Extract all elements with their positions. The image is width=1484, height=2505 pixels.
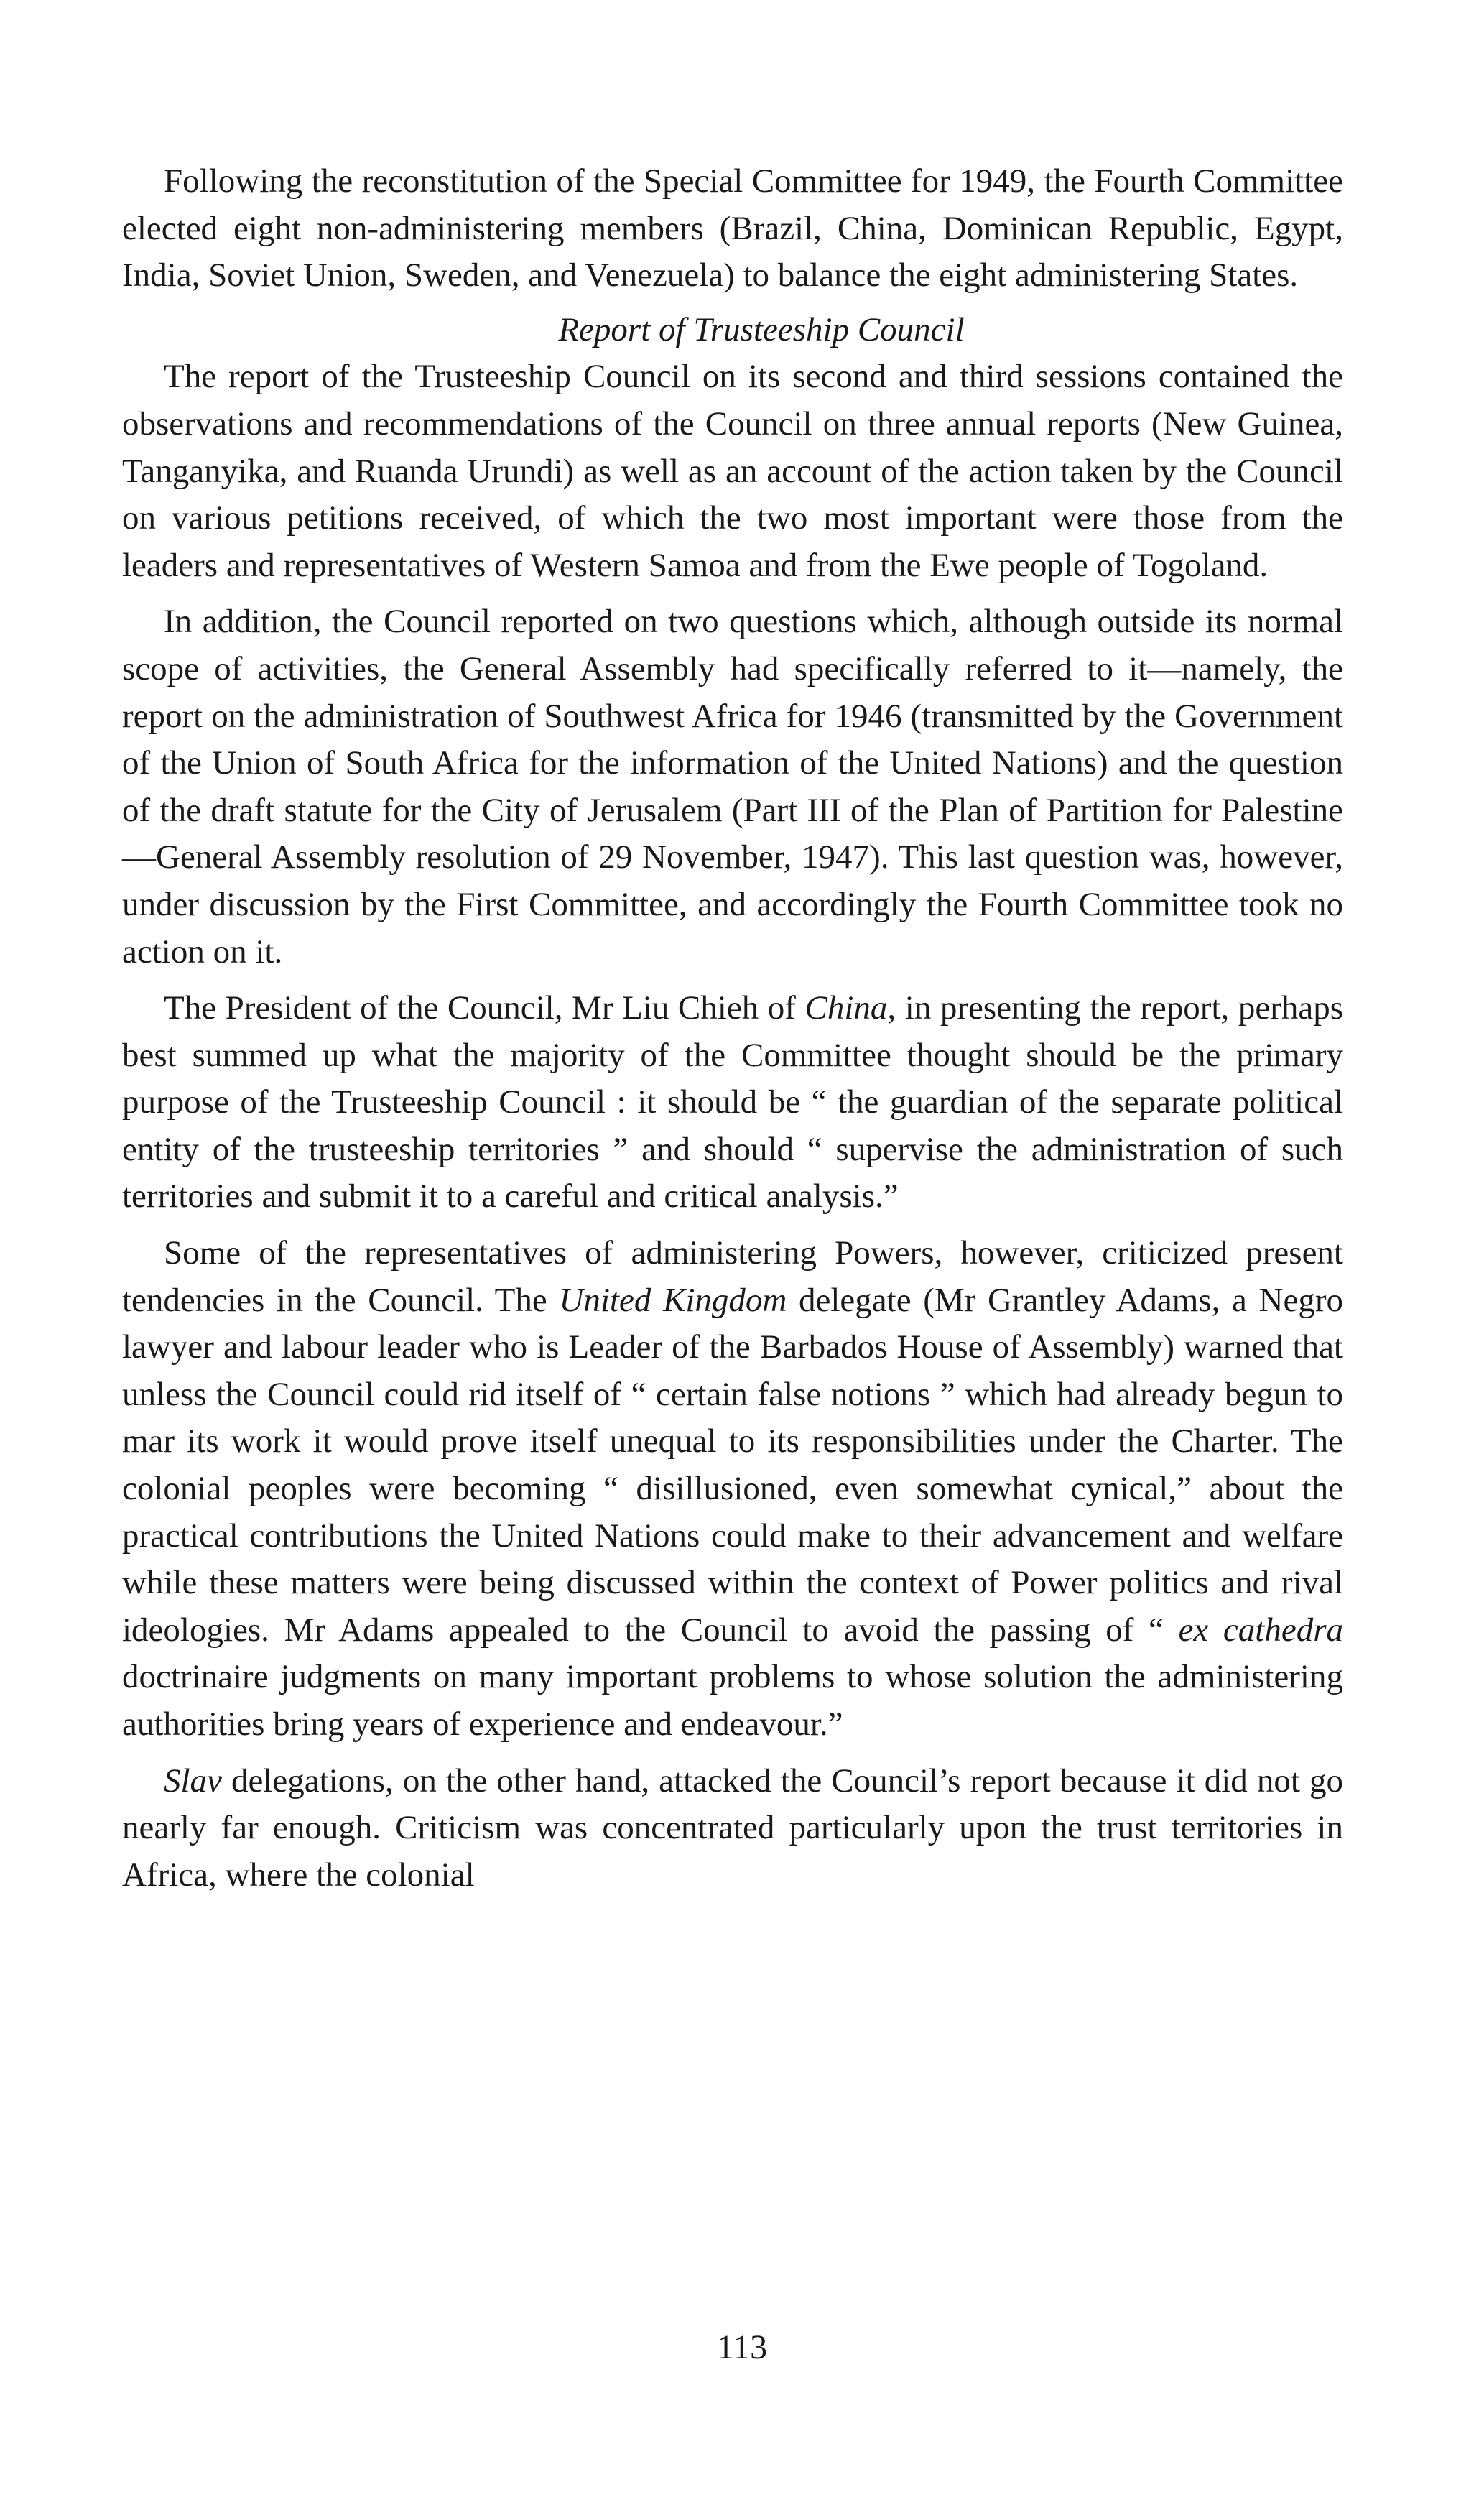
president-text-end: , in presenting the report, perhaps best summed up what the majority of the Committee thought should be the primary purpose of the Trusteeship Council : it should be “ the guardian of the separate political entity of the trusteeship territories ” and should “ supervise the administration of such territories and submit it to a careful and critical analysis.” bbox=[122, 989, 1343, 1216]
term-slav: Slav bbox=[164, 1761, 222, 1800]
page-body bbox=[122, 158, 1343, 1908]
paragraph-administering-powers bbox=[122, 1230, 1343, 1749]
paragraph-trusteeship-report: The report of the Trusteeship Council on its second and third sessions contained the observations and recommendations of the Council on three annual reports (New Guinea, Tanganyika, and Ruanda Urundi) as well as an account of the action taken by the Council on various petitions received, of which the two most important were those from the leaders and representatives of Western Samoa and from the Ewe people of Togoland. bbox=[122, 358, 1343, 584]
president-text-start: The President of the Council, Mr Liu Chieh of bbox=[164, 989, 805, 1027]
paragraph-president-remarks bbox=[122, 985, 1343, 1221]
page-number: 113 bbox=[716, 2328, 768, 2366]
paragraph-special-committee: Following the reconstitution of the Special Committee for 1949, the Fourth Committee elected eight non-administering members (Brazil, China, Dominican Republic, Egypt, India, Soviet Union, Sweden, and Venezuela) to balance the eight administering States. bbox=[122, 162, 1343, 295]
country-china: China bbox=[804, 989, 888, 1027]
slav-text: delegations, on the other hand, attacked the Council’s report because it did not go nearly far enough. Criticism was concentrated particularly upon the trust territories in Africa, where the colonial bbox=[122, 1761, 1343, 1894]
powers-text-middle: delegate (Mr Grantley Adams, a Negro lawyer and labour leader who is Leader of the Barbados House of Assembly) warned that unless the Council could rid itself of “ certain false notions ” which had already begun to mar its work it would prove itself unequal to its responsibilities under the Charter. The colonial peoples were becoming “ disillusioned, even somewhat cynical,” about the practical contributions the United Nations could make to their advancement and welfare while these matters were being discussed within the context of Power politics and rival ideologies. Mr Adams appealed to the Council to avoid the passing of “ bbox=[122, 1281, 1343, 1649]
term-ex-cathedra: ex cathedra bbox=[1178, 1611, 1344, 1649]
powers-text-end: doctrinaire judgments on many important problems to whose solution the administering authorities bring years of experience and endeavour.” bbox=[122, 1658, 1343, 1743]
paragraph-slav-delegations bbox=[122, 1758, 1343, 1899]
country-united-kingdom: United Kingdom bbox=[559, 1281, 787, 1319]
section-heading: Report of Trusteeship Council bbox=[558, 310, 965, 348]
paragraph-additional-questions: In addition, the Council reported on two questions which, although outside its normal scope of activities, the General Assembly had specifically referred to it—namely, the report on the administration of Southwest Africa for 1946 (transmitted by the Government of the Union of South Africa for the information of the United Nations) and the question of the draft statute for the City of Jerusalem (Part III of the Plan of Partition for Palestine—General Assembly resolution of 29 November, 1947). This last question was, however, under discussion by the First Committee, and accordingly the Fourth Committee took no action on it. bbox=[122, 603, 1343, 971]
powers-text-start: Some of the representatives of administering Powers, however, criticized present tendencies in the Council. The bbox=[122, 1234, 1343, 1319]
